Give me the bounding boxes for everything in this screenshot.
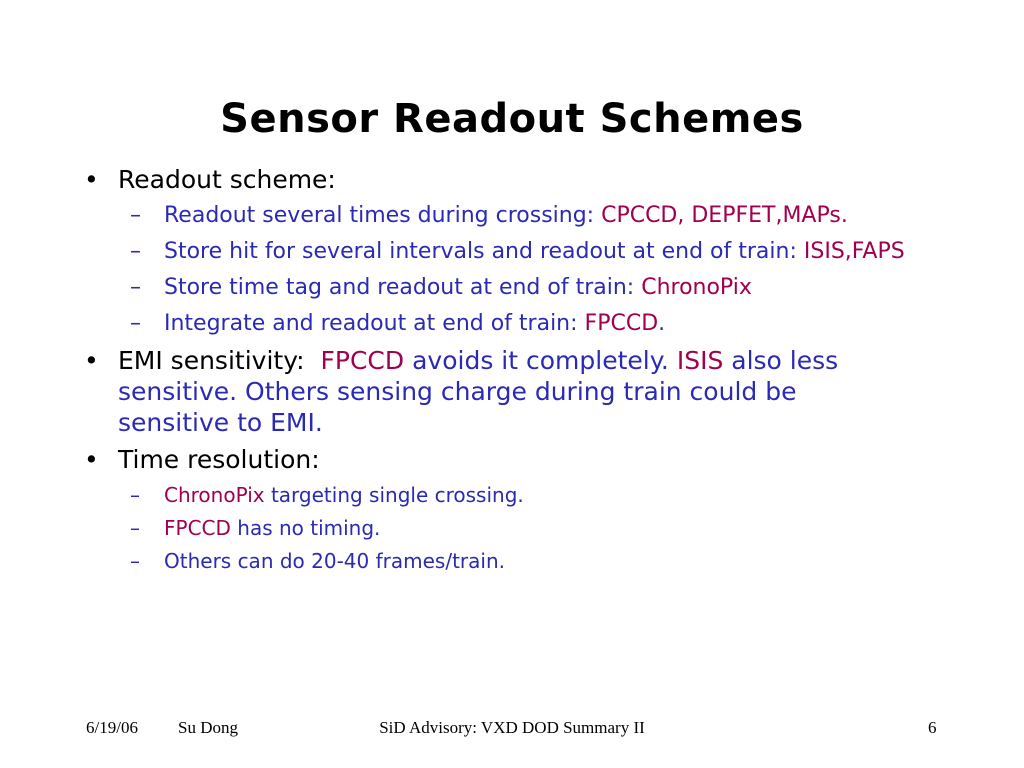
emi-highlight-fpccd: FPCCD — [320, 346, 405, 375]
dash-icon: – — [130, 311, 141, 336]
footer-date: 6/19/06 — [86, 718, 138, 737]
slide-body — [84, 164, 914, 580]
slide-title: Sensor Readout Schemes — [220, 96, 804, 142]
bullet-heading: Time resolution: — [118, 445, 320, 474]
item-text: Store hit for several intervals and readout at end of train: — [164, 239, 804, 264]
dash-icon: – — [130, 203, 141, 228]
item-text: has no timing. — [230, 516, 381, 540]
time-resolution-sublist — [84, 481, 914, 575]
list-item — [130, 273, 914, 303]
emi-text-2: also less sensitive. Others sensing charge during train could be sensitive to EMI. — [118, 346, 839, 437]
item-text: targeting single crossing. — [264, 483, 524, 507]
readout-scheme-sublist — [84, 201, 914, 339]
footer-author: Su Dong — [178, 718, 238, 737]
item-highlight: ChronoPix — [164, 483, 265, 507]
list-item — [130, 514, 914, 542]
dash-icon: – — [130, 483, 140, 507]
item-highlight: FPCCD — [584, 311, 659, 336]
emi-text-1: avoids it completely. — [404, 346, 677, 375]
list-item — [130, 547, 914, 575]
item-highlight: CPCCD, DEPFET,MAPs. — [601, 203, 848, 228]
dash-icon: – — [130, 275, 141, 300]
footer-title: SiD Advisory: VXD DOD Summary II — [379, 718, 645, 737]
list-item — [130, 309, 914, 339]
bullet-dot-icon: • — [84, 165, 99, 194]
item-text: Integrate and readout at end of train: — [164, 311, 585, 336]
bullet-time-resolution — [84, 444, 914, 475]
item-text: Store time tag and readout at end of train: — [164, 275, 642, 300]
bullet-dot-icon: • — [84, 346, 99, 375]
list-item — [130, 237, 914, 267]
dash-icon: – — [130, 239, 141, 264]
item-text: Others can do 20-40 frames/train. — [164, 549, 505, 573]
bullet-emi-sensitivity — [84, 345, 914, 438]
bullet-dot-icon: • — [84, 445, 99, 474]
item-highlight: FPCCD — [164, 516, 231, 540]
footer-page-number: 6 — [928, 718, 937, 737]
list-item — [130, 481, 914, 509]
item-text: Readout several times during crossing: — [164, 203, 602, 228]
item-highlight: ChronoPix — [641, 275, 752, 300]
bullet-readout-scheme — [84, 164, 914, 195]
bullet-heading: EMI sensitivity: — [118, 346, 305, 375]
bullet-heading: Readout scheme: — [118, 165, 336, 194]
list-item — [130, 201, 914, 231]
item-highlight: ISIS,FAPS — [803, 239, 905, 264]
dash-icon: – — [130, 516, 140, 540]
item-tail: . — [658, 311, 666, 336]
dash-icon: – — [130, 549, 140, 573]
emi-highlight-isis: ISIS — [676, 346, 724, 375]
